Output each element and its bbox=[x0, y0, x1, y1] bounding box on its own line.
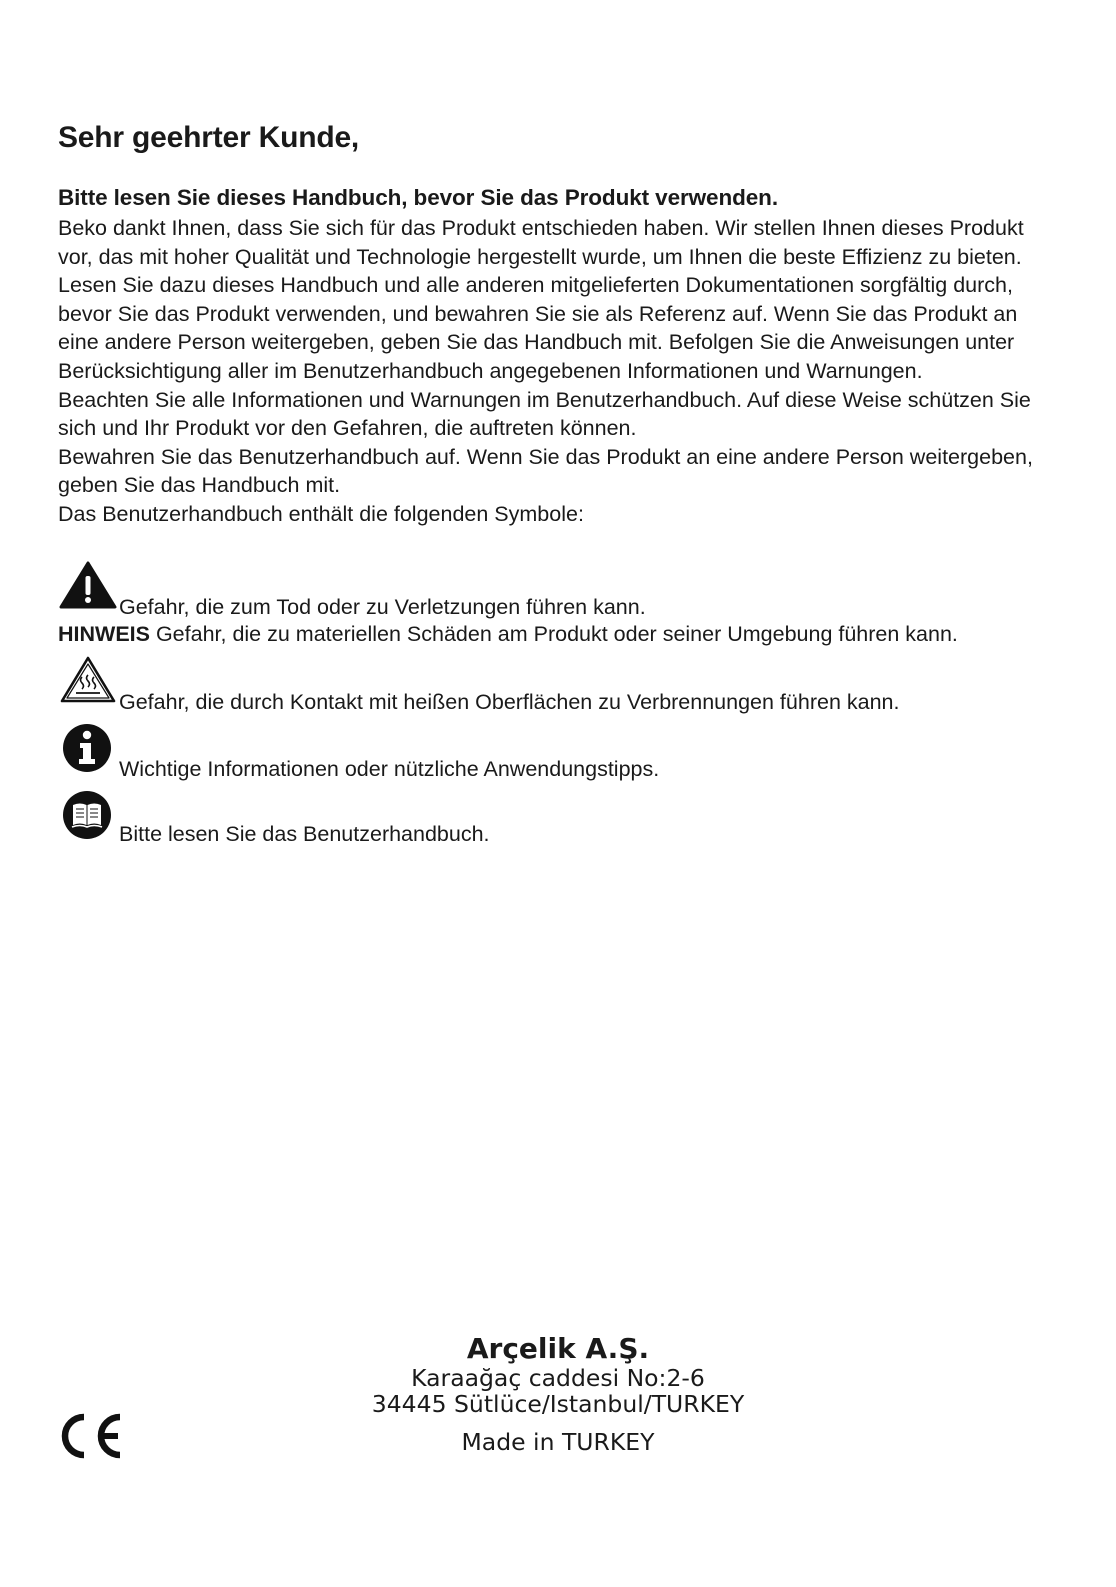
greeting-heading: Sehr geehrter Kunde, bbox=[58, 121, 360, 154]
warning-triangle-icon bbox=[59, 561, 117, 609]
made-in-label: Made in TURKEY bbox=[461, 1428, 655, 1456]
read-manual-icon bbox=[62, 790, 112, 840]
danger-symbol-text: Gefahr, die zum Tod oder zu Verletzungen führen kann. bbox=[119, 595, 646, 619]
manual-symbol-text: Bitte lesen Sie das Benutzerhandbuch. bbox=[119, 822, 490, 846]
paragraph-symbols-intro: Das Benutzerhandbuch enthält die folgenden Symbole: bbox=[58, 501, 584, 526]
ce-mark-icon bbox=[58, 1412, 124, 1460]
paragraph-warnings: Beachten Sie alle Informationen und Warnungen im Benutzerhandbuch. Auf diese Weise schützen Sie sich und Ihr Produkt vor den Gefahren, die auftreten können. bbox=[58, 387, 1031, 441]
notice-symbol-text: Gefahr, die zu materiellen Schäden am Produkt oder seiner Umgebung führen kann. bbox=[149, 622, 958, 646]
company-name: Arçelik A.Ş. bbox=[466, 1332, 650, 1365]
info-symbol-text: Wichtige Informationen oder nützliche Anwendungstipps. bbox=[119, 757, 660, 781]
paragraph-keep-manual: Bewahren Sie das Benutzerhandbuch auf. Wenn Sie das Produkt an eine andere Person weitergeben, geben Sie das Handbuch mit. bbox=[58, 444, 1033, 498]
intro-text bbox=[58, 214, 1058, 529]
paragraph-intro: Beko dankt Ihnen, dass Sie sich für das Produkt entschieden haben. Wir stellen Ihnen dieses Produkt vor, das mit hoher Qualität und Technologie hergestellt wurde, um Ihnen die beste Effizienz zu bieten. Lesen Sie dazu dieses Handbuch und alle anderen mitgelieferten Dokumentationen sorgfältig durch, bevor Sie das Produkt verwenden, und bewahren Sie sie als Referenz auf. Wenn Sie das Produkt an eine andere Person weitergeben, geben Sie das Handbuch mit. Befolgen Sie die Anweisungen unter Berücksichtigung aller im Benutzerhandbuch angegebenen Informationen und Warnungen. bbox=[58, 216, 1024, 383]
info-icon bbox=[62, 723, 112, 773]
address-city: 34445 Sütlüce/Istanbul/TURKEY bbox=[371, 1390, 745, 1418]
hot-surface-warning-icon bbox=[59, 655, 117, 705]
notice-label: HINWEIS bbox=[58, 622, 150, 646]
address-street: Karaağaç caddesi No:2-6 bbox=[411, 1364, 705, 1392]
notice-symbol-row bbox=[58, 622, 958, 647]
instruction-subtitle: Bitte lesen Sie dieses Handbuch, bevor Sie das Produkt verwenden. bbox=[58, 185, 778, 210]
hot-surface-symbol-text: Gefahr, die durch Kontakt mit heißen Oberflächen zu Verbrennungen führen kann. bbox=[119, 690, 900, 714]
